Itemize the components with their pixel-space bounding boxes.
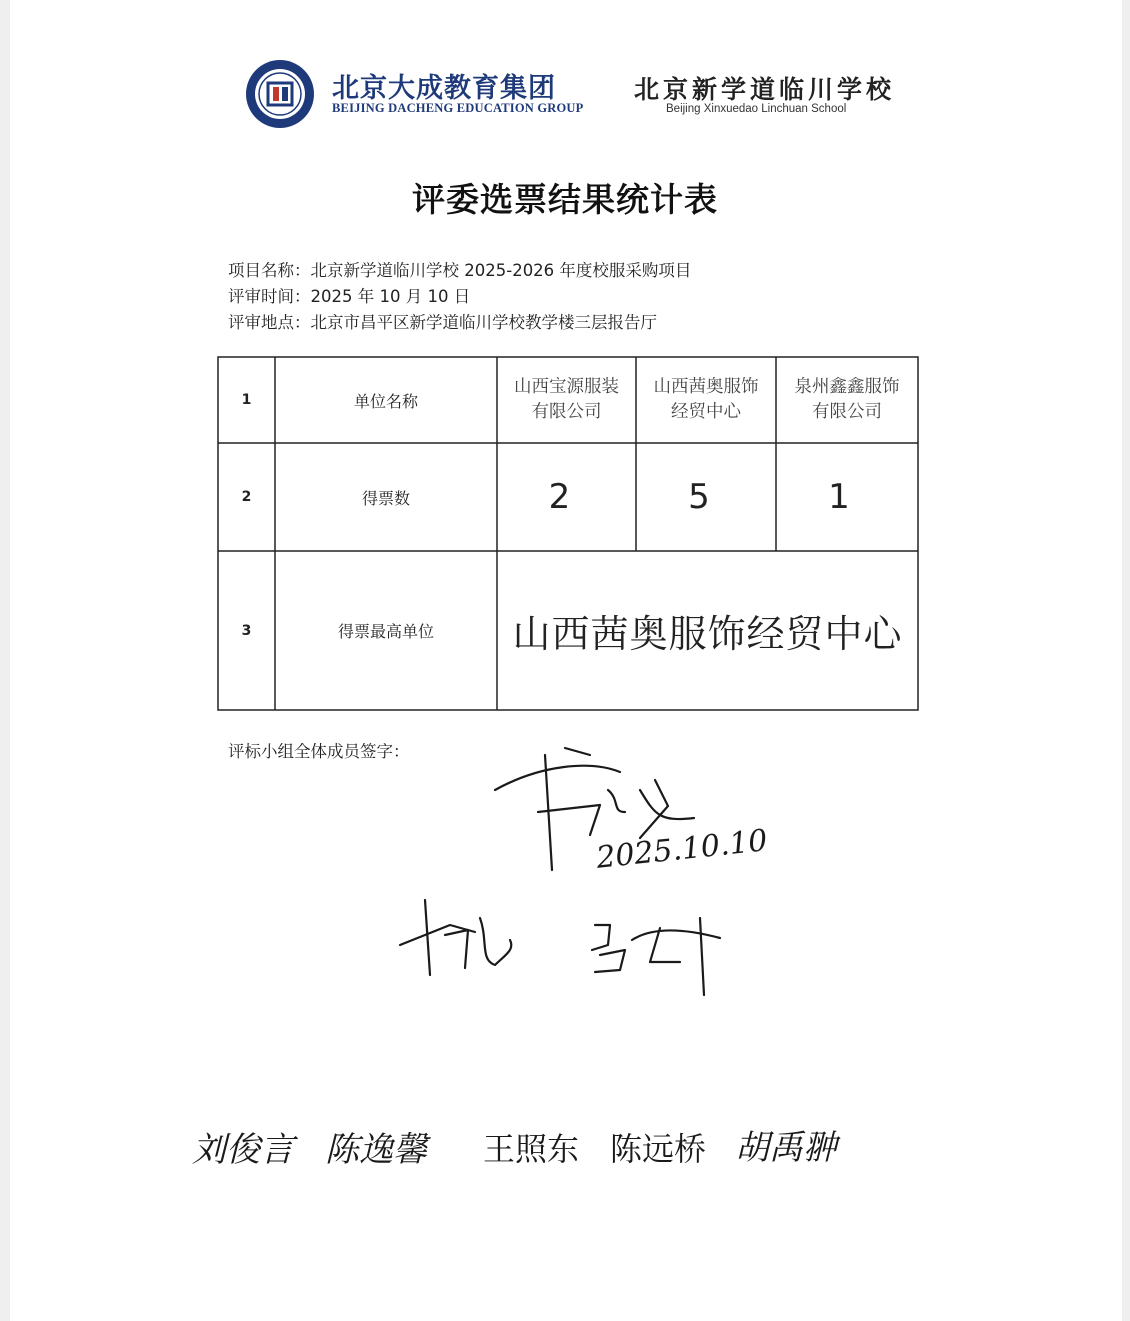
school-name-en: Beijing Xinxuedao Linchuan School [666,103,847,115]
signature-1: 刘俊言 [192,1130,294,1170]
group-name-cn: 北京大成教育集团 [332,73,556,104]
signature-4: 陈远桥 [610,1130,707,1168]
company-1-votes: 2 [548,477,571,517]
signature-2: 陈逸馨 [325,1130,427,1170]
signature-5: 胡禹翀 [735,1128,837,1168]
row-2-label: 得票数 [361,488,410,508]
review-time: 评审时间：2025 年 10 月 10 日 [228,287,471,306]
row-1-label: 单位名称 [353,391,418,411]
signature-3: 王照东 [483,1130,580,1168]
company-2-name: 山西茜奥服饰 经贸中心 [653,377,759,422]
review-place: 评审地点：北京市昌平区新学道临川学校教学楼三层报告厅 [228,313,657,332]
signature-label: 评标小组全体成员签字： [228,742,410,761]
company-3-name: 泉州鑫鑫服饰 有限公司 [794,377,900,422]
school-name-cn: 北京新学道临川学校 [634,75,896,104]
row-3-label: 得票最高单位 [337,622,434,641]
top-vote-winner: 山西茜奥服饰经贸中心 [512,612,903,656]
company-2-votes: 5 [688,477,710,517]
group-name-en: BEIJING DACHENG EDUCATION GROUP [332,101,584,115]
company-1-name: 山西宝源服装 有限公司 [514,377,619,422]
handwritten-date: 2025.10.10 [594,823,770,876]
company-3-votes: 1 [828,477,850,517]
document-title: 评委选票结果统计表 [412,180,718,219]
row-3-index: 3 [241,622,252,639]
row-2-index: 2 [241,489,252,505]
project-name: 项目名称：北京新学道临川学校 2025-2026 年度校服采购项目 [228,261,692,280]
row-1-index: 1 [241,392,252,408]
